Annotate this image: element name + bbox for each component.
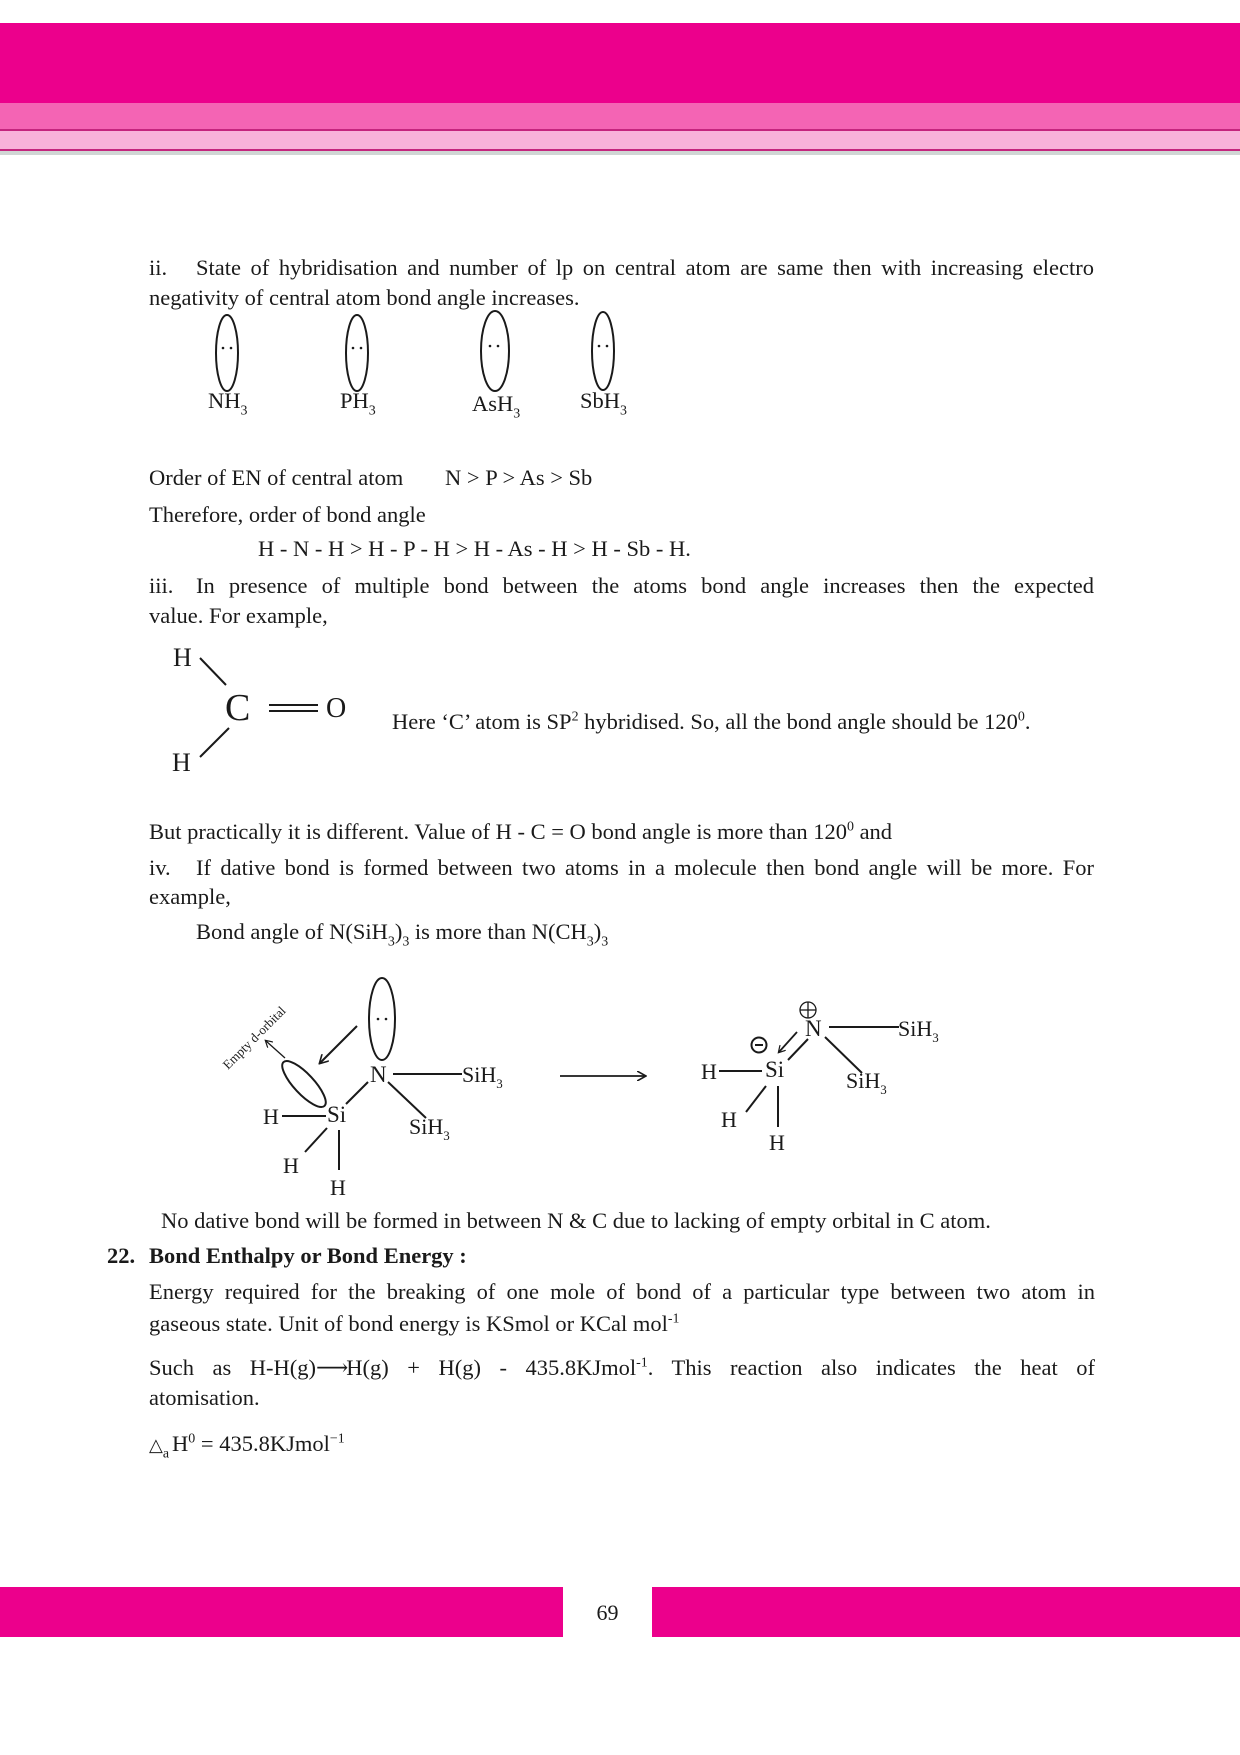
definition-line2: gaseous state. Unit of bond energy is KSmol or KCal mol$^{-1}$ <box>149 1311 680 1336</box>
point-iii-marker: iii. <box>149 573 174 598</box>
atom-o: O <box>326 693 347 724</box>
point-iv-line1: If dative bond is formed between two atoms in a molecule then bond angle will be more. For <box>196 855 1094 880</box>
point-iii-line1: In presence of multiple bond between the atoms bond angle increases then the expected <box>196 573 1094 598</box>
group-sih3-lower: SiH$_3$ <box>409 1114 450 1143</box>
footer-bar-left <box>0 1587 563 1637</box>
n-si-bond <box>788 1039 808 1060</box>
n-sih3-bond-diagonal <box>388 1082 426 1118</box>
empty-d-orbital <box>276 1055 332 1113</box>
nitrogen-lone-pair-orbital <box>369 978 395 1060</box>
therefore-text: Therefore, order of bond angle <box>149 502 426 527</box>
reaction-arrow-glyph: ⟶ <box>316 1355 347 1380</box>
footer-bar-right <box>652 1587 1240 1637</box>
molecule-sbh3: SbH$_3$ <box>580 388 627 419</box>
point-ii-line2: negativity of central atom bond angle increases. <box>149 285 580 310</box>
conclusion-text: No dative bond will be formed in between N & C due to lacking of empty orbital in C atom. <box>161 1208 991 1233</box>
en-order-label: Order of EN of central atom <box>149 465 404 490</box>
point-ii-marker: ii. <box>149 255 168 280</box>
section-number: 22. <box>107 1243 136 1268</box>
si-h-bond-diagonal <box>305 1128 327 1152</box>
point-iv-marker: iv. <box>149 855 171 880</box>
reaction-line: Such as H-H(g)⟶H(g) + H(g) - 435.8KJmol$^{-1}$. This reaction also indicates the heat of <box>149 1355 1095 1380</box>
d-orbital-pointer-arrow <box>266 1041 285 1058</box>
point-iv-line2: example, <box>149 884 231 909</box>
atom-h-diagonal: H <box>283 1153 299 1178</box>
atomisation-equation: $\triangle_a$ $H^0$ = 435.8KJmol$^{-1}$ <box>149 1431 345 1462</box>
section-title: Bond Enthalpy or Bond Energy : <box>149 1243 467 1268</box>
reaction-line2: atomisation. <box>149 1385 260 1410</box>
atom-n: N <box>805 1016 822 1041</box>
bond-angle-order: H - N - H > H - P - H > H - As - H > H - Sb - H. <box>258 536 691 561</box>
atom-h-bottom: H <box>172 748 191 777</box>
n-si-bond <box>346 1082 368 1104</box>
molecule-nh3: $NH_3$ <box>208 388 248 419</box>
sp2-note: Here ‘C’ atom is $SP^2$ hybridised. So, all the bond angle should be $120^0$. <box>392 709 1031 734</box>
empty-d-orbital-label: Empty d-orbital <box>219 1003 289 1073</box>
atom-si: Si <box>327 1102 347 1127</box>
page-number: 69 <box>596 1600 619 1625</box>
bond-angle-comparison: Bond angle of $N(SiH_3)_3$ is more than $N(CH_3)_3$ <box>196 919 609 950</box>
atom-si: Si <box>765 1057 785 1082</box>
definition-line1: Energy required for the breaking of one mole of bond of a particular type between two atom in <box>149 1279 1095 1304</box>
atom-h-left: H <box>263 1104 279 1129</box>
point-ii-line1: State of hybridisation and number of lp on central atom are same then with increasing electro <box>196 255 1094 280</box>
delta-symbol: △ <box>149 1435 163 1455</box>
group-sih3-lower: SiH$_3$ <box>846 1068 887 1097</box>
molecule-ash3: AsH$_3$ <box>472 391 521 422</box>
atom-h-diagonal: H <box>721 1107 737 1132</box>
dative-arrow <box>779 1032 797 1052</box>
left-structure-labels <box>263 1062 503 1200</box>
atom-h-left: H <box>701 1059 717 1084</box>
point-iii-line2: value. For example, <box>149 603 328 628</box>
right-structure-labels <box>701 1016 939 1155</box>
group-sih3-right: SiH$_3$ <box>898 1016 939 1045</box>
atom-h-top: H <box>173 643 192 672</box>
atom-c: C <box>225 687 251 729</box>
en-order-value: N > P > As > Sb <box>445 465 593 490</box>
atom-h-bottom: H <box>769 1130 785 1155</box>
atom-h-bottom: H <box>330 1175 346 1200</box>
group-sih3-right: SiH$_3$ <box>462 1062 503 1091</box>
atom-n: N <box>370 1062 387 1087</box>
practical-note: But practically it is different. Value of H - C = O bond angle is more than $120^0$ and <box>149 819 893 844</box>
molecule-ph3: $PH_3$ <box>340 388 376 419</box>
donation-arrow <box>320 1026 357 1063</box>
left-structure <box>220 978 462 1170</box>
si-h-bond-diagonal <box>746 1086 766 1112</box>
